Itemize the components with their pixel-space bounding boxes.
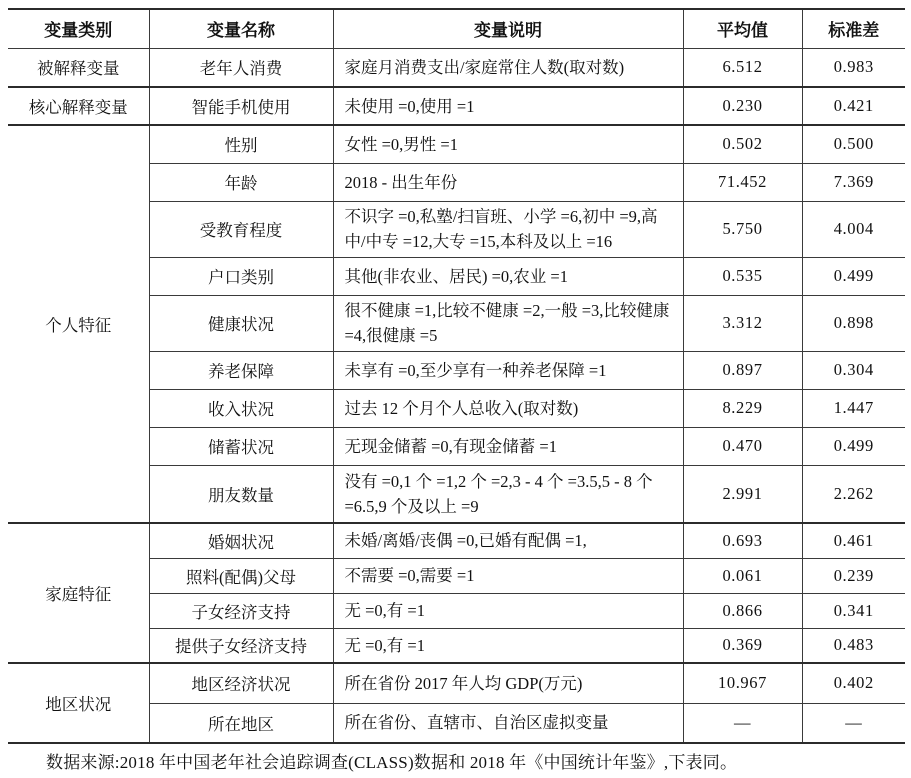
cell-variable-description: 不需要 =0,需要 =1 [333, 558, 683, 593]
cell-variable-name: 地区经济状况 [149, 663, 333, 703]
cell-std-dev: 7.369 [802, 163, 905, 201]
cell-variable-description: 不识字 =0,私塾/扫盲班、小学 =6,初中 =9,高中/中专 =12,大专 =15,本科及以上 =16 [333, 201, 683, 257]
cell-variable-description: 未享有 =0,至少享有一种养老保障 =1 [333, 351, 683, 389]
col-header-std-dev: 标准差 [802, 9, 905, 48]
cell-std-dev: 0.483 [802, 628, 905, 663]
variables-summary-table [8, 8, 905, 744]
cell-std-dev: 0.421 [802, 87, 905, 125]
cell-variable-name: 收入状况 [149, 389, 333, 427]
table-row [8, 663, 905, 703]
cell-variable-name: 储蓄状况 [149, 427, 333, 465]
cell-mean-value: 0.866 [683, 593, 802, 628]
cell-variable-category: 核心解释变量 [8, 87, 149, 125]
cell-variable-name: 子女经济支持 [149, 593, 333, 628]
cell-std-dev: 0.304 [802, 351, 905, 389]
cell-mean-value: 0.230 [683, 87, 802, 125]
cell-std-dev: 0.499 [802, 427, 905, 465]
cell-std-dev: 0.499 [802, 257, 905, 295]
cell-mean-value: 0.369 [683, 628, 802, 663]
cell-std-dev: 0.461 [802, 523, 905, 558]
cell-std-dev: — [802, 703, 905, 743]
cell-mean-value: 0.535 [683, 257, 802, 295]
cell-mean-value: — [683, 703, 802, 743]
cell-mean-value: 8.229 [683, 389, 802, 427]
cell-mean-value: 71.452 [683, 163, 802, 201]
cell-variable-name: 所在地区 [149, 703, 333, 743]
cell-variable-category: 地区状况 [8, 663, 149, 743]
cell-variable-description: 无 =0,有 =1 [333, 593, 683, 628]
cell-variable-description: 无现金储蓄 =0,有现金储蓄 =1 [333, 427, 683, 465]
cell-mean-value: 3.312 [683, 295, 802, 351]
cell-variable-description: 无 =0,有 =1 [333, 628, 683, 663]
table-header-row [8, 9, 905, 48]
cell-std-dev: 0.898 [802, 295, 905, 351]
cell-mean-value: 10.967 [683, 663, 802, 703]
cell-variable-name: 照料(配偶)父母 [149, 558, 333, 593]
data-source-note: 数据来源:2018 年中国老年社会追踪调查(CLASS)数据和 2018 年《中国统计年鉴》,下表同。 [46, 753, 738, 772]
cell-mean-value: 0.693 [683, 523, 802, 558]
cell-variable-description: 家庭月消费支出/家庭常住人数(取对数) [333, 48, 683, 87]
cell-mean-value: 0.470 [683, 427, 802, 465]
cell-variable-name: 健康状况 [149, 295, 333, 351]
cell-variable-name: 年龄 [149, 163, 333, 201]
cell-mean-value: 0.502 [683, 125, 802, 163]
cell-variable-description: 未婚/离婚/丧偶 =0,已婚有配偶 =1, [333, 523, 683, 558]
cell-variable-category: 个人特征 [8, 125, 149, 523]
cell-variable-description: 所在省份、直辖市、自治区虚拟变量 [333, 703, 683, 743]
cell-std-dev: 0.500 [802, 125, 905, 163]
cell-variable-description: 所在省份 2017 年人均 GDP(万元) [333, 663, 683, 703]
col-header-variable-category: 变量类别 [8, 9, 149, 48]
cell-std-dev: 1.447 [802, 389, 905, 427]
cell-variable-name: 提供子女经济支持 [149, 628, 333, 663]
cell-variable-description: 2018 - 出生年份 [333, 163, 683, 201]
cell-mean-value: 6.512 [683, 48, 802, 87]
cell-std-dev: 0.983 [802, 48, 905, 87]
cell-variable-name: 婚姻状况 [149, 523, 333, 558]
cell-variable-name: 受教育程度 [149, 201, 333, 257]
col-header-mean: 平均值 [683, 9, 802, 48]
cell-variable-description: 没有 =0,1 个 =1,2 个 =2,3 - 4 个 =3.5,5 - 8 个 =6.5,9 个及以上 =9 [333, 465, 683, 523]
cell-mean-value: 2.991 [683, 465, 802, 523]
cell-variable-name: 老年人消费 [149, 48, 333, 87]
table-row [8, 48, 905, 87]
cell-variable-name: 性别 [149, 125, 333, 163]
cell-std-dev: 4.004 [802, 201, 905, 257]
cell-variable-category: 被解释变量 [8, 48, 149, 87]
cell-std-dev: 0.239 [802, 558, 905, 593]
cell-variable-description: 未使用 =0,使用 =1 [333, 87, 683, 125]
cell-variable-description: 很不健康 =1,比较不健康 =2,一般 =3,比较健康 =4,很健康 =5 [333, 295, 683, 351]
table-row [8, 523, 905, 558]
cell-variable-name: 户口类别 [149, 257, 333, 295]
cell-variable-name: 智能手机使用 [149, 87, 333, 125]
cell-std-dev: 0.402 [802, 663, 905, 703]
cell-variable-name: 养老保障 [149, 351, 333, 389]
cell-std-dev: 0.341 [802, 593, 905, 628]
cell-variable-category: 家庭特征 [8, 523, 149, 663]
cell-variable-description: 其他(非农业、居民) =0,农业 =1 [333, 257, 683, 295]
table-row [8, 87, 905, 125]
table-row [8, 125, 905, 163]
cell-mean-value: 0.061 [683, 558, 802, 593]
cell-mean-value: 0.897 [683, 351, 802, 389]
cell-variable-description: 女性 =0,男性 =1 [333, 125, 683, 163]
cell-std-dev: 2.262 [802, 465, 905, 523]
col-header-variable-description: 变量说明 [333, 9, 683, 48]
cell-variable-name: 朋友数量 [149, 465, 333, 523]
cell-variable-description: 过去 12 个月个人总收入(取对数) [333, 389, 683, 427]
col-header-variable-name: 变量名称 [149, 9, 333, 48]
cell-mean-value: 5.750 [683, 201, 802, 257]
